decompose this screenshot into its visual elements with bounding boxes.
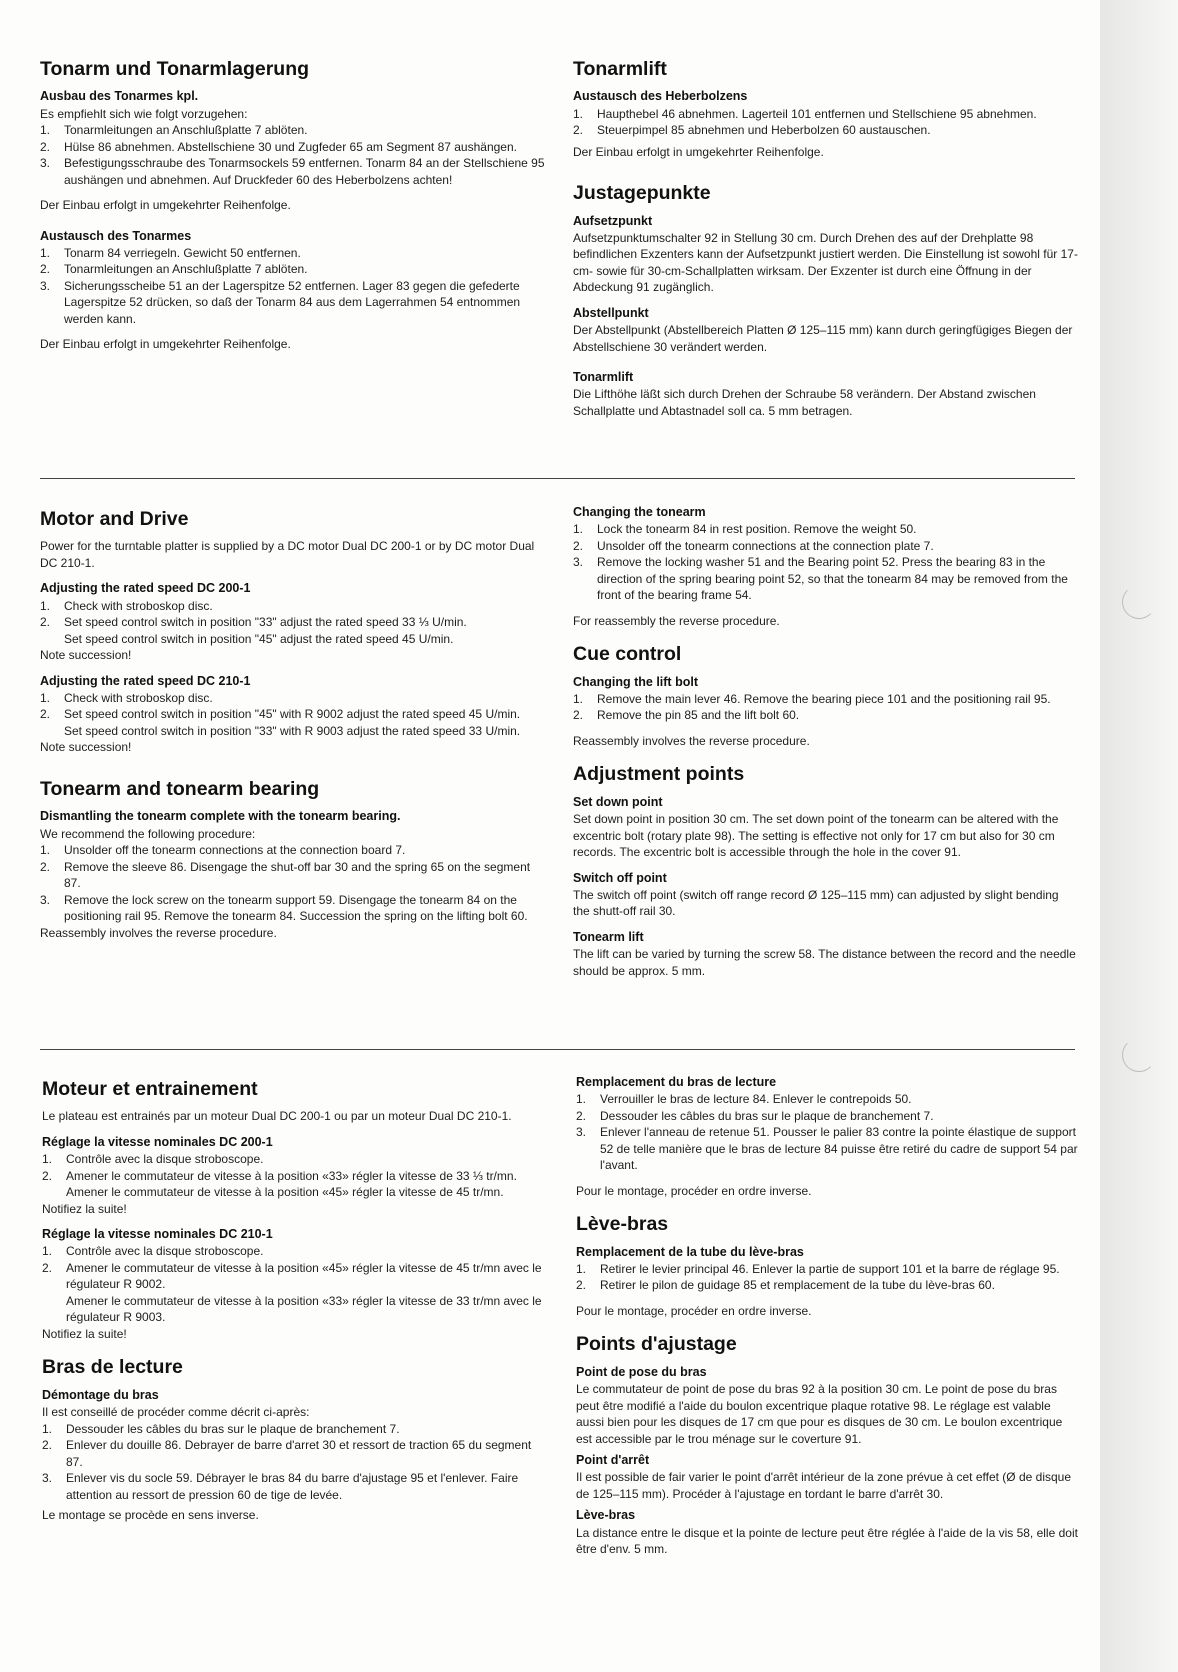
outro-text: Le montage se procède en sens inverse. [42, 1508, 259, 1523]
subsection-heading: Tonearm lift [573, 929, 644, 944]
section-title: Bras de lecture [42, 1356, 183, 1379]
subsection-heading: Changing the lift bolt [573, 674, 698, 689]
list-item: 1. Remove the main lever 46. Remove the bearing piece 101 and the positioning rail 95. [573, 691, 1051, 706]
section-title: Motor and Drive [40, 508, 189, 530]
paragraph: La distance entre le disque et la pointe de lecture peut être réglée à l'aide de la vis 58, elle doit être d'env. 5 mm. [576, 1525, 1078, 1557]
outro-text: Der Einbau erfolgt in umgekehrter Reihenfolge. [40, 198, 291, 213]
list-item: 2. Set speed control switch in position "45" with R 9002 adjust the rated speed 45 U/min. [40, 707, 521, 722]
paragraph: Die Lifthöhe läßt sich durch Drehen der Schraube 58 verändern. Der Abstand zwischen Schallplatte und Abtastnadel soll ca. 5 mm betragen. [573, 387, 1036, 418]
subsection-heading: Changing the tonearm [573, 505, 706, 519]
section-title: Lève-bras [576, 1213, 669, 1236]
list-item: 3. Remove the lock screw on the tonearm support 59. Disengage the tonearm 84 on the positioning rail 95. Remove the tonearm 84. Succession the spring on the lifting bolt 60. [40, 892, 528, 924]
subsection-heading: Austausch des Heberbolzens [573, 89, 748, 104]
intro-text: Power for the turntable platter is supplied by a DC motor Dual DC 200-1 or by DC motor Dual DC 210-1. [40, 539, 535, 570]
subsection-heading: Réglage la vitesse nominales DC 200-1 [42, 1134, 273, 1149]
subsection-heading: Tonarmlift [573, 370, 634, 385]
list-item: 2. Amener le commutateur de vitesse à la position «45» régler la vitesse de 45 tr/mn avec le régulateur R 9002. [42, 1260, 542, 1292]
list-item: 3. Enlever l'anneau de retenue 51. Pousser le palier 83 contre la pointe élastique de support 52 de telle manière que le bras de lecture 84 puisse être retiré du cadre de support 54 par l'avant. [576, 1125, 1078, 1173]
subsection-heading: Démontage du bras [42, 1387, 159, 1402]
list-item: 3. Remove the locking washer 51 and the Bearing point 52. Press the bearing 83 in the direction of the spring bearing point 52, so that the tonearm 84 may be removed from the front of the bearing frame 54. [573, 555, 1068, 603]
subsection-heading: Lève-bras [576, 1508, 636, 1523]
subsection-heading: Point d'arrêt [576, 1453, 650, 1468]
list-item: 1. Lock the tonearm 84 in rest position. Remove the weight 50. [573, 522, 917, 537]
list-item: 1. Retirer le levier principal 46. Enlever la partie de support 101 et la barre de réglage 95. [576, 1261, 1060, 1276]
outro-text: Der Einbau erfolgt in umgekehrter Reihenfolge. [40, 337, 291, 352]
paragraph: The lift can be varied by turning the screw 58. The distance between the record and the needle should be approx. 5 mm. [573, 947, 1076, 978]
step-list [573, 106, 1078, 139]
step-list [40, 598, 545, 631]
paragraph: The switch off point (switch off range record Ø 125–115 mm) can adjusted by slight bending the shutt-off rail 30. [573, 887, 1059, 919]
subsection-heading: Dismantling the tonearm complete with the tonearm bearing. [40, 809, 401, 824]
subsection-heading: Switch off point [573, 870, 667, 885]
section-divider [40, 1049, 1075, 1050]
en-left-column [40, 508, 545, 941]
continuation-text: Set speed control switch in position "45" adjust the rated speed 45 U/min. [64, 631, 454, 646]
subsection-heading: Ausbau des Tonarmes kpl. [40, 89, 199, 104]
note-text: Notifiez la suite! [42, 1326, 127, 1341]
list-item: 2. Remove the sleeve 86. Disengage the shut-off bar 30 and the spring 65 on the segment 87. [40, 859, 531, 891]
section-title: Tonarm und Tonarmlagerung [40, 58, 310, 80]
list-item: 1. Check with stroboskop disc. [40, 598, 213, 613]
list-item: 1. Check with stroboskop disc. [40, 690, 213, 705]
subsection-heading: Réglage la vitesse nominales DC 210-1 [42, 1227, 273, 1242]
list-item: 2. Unsolder off the tonearm connections at the connection plate 7. [573, 538, 934, 553]
continuation-text: Amener le commutateur de vitesse à la position «45» régler la vitesse de 45 tr/mn. [66, 1185, 504, 1200]
list-item: 1. Contrôle avec la disque stroboscope. [42, 1244, 264, 1259]
paragraph: Set down point in position 30 cm. The set down point of the tonearm can be altered with the excentric bolt (rotary plate 98). The setting is effective not only for 17 cm but also for 30 cm records. The excentric bolt is accessible through the hole in the cover 91. [573, 812, 1059, 860]
subsection-heading: Point de pose du bras [576, 1364, 707, 1379]
subsection-heading: Aufsetzpunkt [573, 213, 653, 228]
list-item: 2. Set speed control switch in position "33" adjust the rated speed 33 ⅓ U/min. [40, 615, 467, 630]
note-text: Notifiez la suite! [42, 1201, 127, 1216]
step-list [40, 690, 545, 723]
intro-text: Es empfiehlt sich wie folgt vorzugehen: [40, 106, 248, 121]
subsection-heading: Remplacement de la tube du lève-bras [576, 1244, 804, 1259]
list-item: 1. Dessouder les câbles du bras sur le plaque de branchement 7. [42, 1421, 400, 1436]
subsection-heading: Austausch des Tonarmes [40, 228, 192, 243]
punch-hole-icon [1122, 1038, 1156, 1072]
fr-left-column [42, 1078, 547, 1524]
paragraph: Le commutateur de point de pose du bras 92 à la position 30 cm. Le point de pose du bras peut être modifié a l'aide du boulon excentrique plaque rotative 98. Le réglage est valable aussi bien pour les disques de 17 cm que pour es disques de 30 cm. Le boulon excentrique est accessible par le trou ménage sur le coverture 91. [576, 1382, 1063, 1446]
paragraph: Aufsetzpunktumschalter 92 in Stellung 30 cm. Durch Drehen des auf der Drehplatte 98 befindlichen Exzenters kann der Aufsetzpunkt justiert werden. Die Einstellung ist sowohl für 17-cm- sowie für 30-cm-Schallplatten wirksam. Der Exzenter ist durch eine Öffnung in der Abdeckung 91 zugänglich. [573, 230, 1078, 295]
list-item: 3. Enlever vis du socle 59. Débrayer le bras 84 du barre d'ajustage 95 et l'enlever. Faire attention au ressort de pression 60 de tige de levée. [42, 1471, 519, 1502]
paragraph: Der Abstellpunkt (Abstellbereich Platten Ø 125–115 mm) kann durch geringfügiges Biegen der Abstellschiene 30 verändert werden. [573, 323, 1073, 354]
paragraph: Il est possible de fair varier le point d'arrêt intérieur de la zone prévue à cet effet (Ø de disque de 125–115 mm). Procéder à l'ajustage en tordant le barre d'arrêt 30. [576, 1470, 1072, 1501]
subsection-heading: Remplacement du bras de lecture [576, 1075, 777, 1089]
list-item: 1. Tonarmleitungen an Anschlußplatte 7 ablöten. [40, 123, 308, 138]
section-title: Adjustment points [573, 763, 745, 786]
scan-edge [1100, 0, 1178, 1672]
section-title: Points d'ajustage [576, 1333, 737, 1356]
section-title: Cue control [573, 643, 682, 666]
step-list [576, 1261, 1081, 1294]
continuation-text: Set speed control switch in position "33" with R 9003 adjust the rated speed 33 U/min. [64, 723, 521, 738]
de-right-column [573, 58, 1078, 419]
intro-text: We recommend the following procedure: [40, 826, 256, 841]
section-title: Moteur et entrainement [42, 1078, 258, 1100]
intro-text: Le plateau est entrainés par un moteur Dual DC 200-1 ou par un moteur Dual DC 210-1. [42, 1109, 512, 1124]
list-item: 2. Hülse 86 abnehmen. Abstellschiene 30 und Zugfeder 65 am Segment 87 aushängen. [40, 139, 517, 154]
outro-text: For reassembly the reverse procedure. [573, 613, 780, 628]
step-list [576, 1091, 1081, 1174]
subsection-heading: Adjusting the rated speed DC 200-1 [40, 581, 251, 596]
list-item: 2. Steuerpimpel 85 abnehmen und Heberbolzen 60 austauschen. [573, 123, 931, 138]
list-item: 2. Tonarmleitungen an Anschlußplatte 7 ablöten. [40, 262, 308, 277]
list-item: 1. Tonarm 84 verriegeln. Gewicht 50 entfernen. [40, 245, 301, 260]
list-item: 2. Enlever du douille 86. Debrayer de barre d'arret 30 et ressort de traction 65 du segment 87. [42, 1438, 532, 1469]
section-title: Tonarmlift [573, 58, 667, 80]
step-list [573, 521, 1078, 604]
intro-text: Il est conseillé de procéder comme décrit ci-après: [42, 1405, 310, 1420]
de-left-column [40, 58, 545, 353]
section-title: Justagepunkte [573, 182, 711, 205]
subsection-heading: Abstellpunkt [573, 305, 649, 320]
step-list [42, 1421, 547, 1504]
fr-right-column [576, 1074, 1081, 1558]
section-title: Tonearm and tonearm bearing [40, 777, 320, 800]
list-item: 2. Dessouder les câbles du bras sur le plaque de branchement 7. [576, 1108, 934, 1123]
list-item: 2. Amener le commutateur de vitesse à la position «33» régler la vitesse de 33 ⅓ tr/mn. [42, 1168, 517, 1183]
list-item: 3. Sicherungsscheibe 51 an der Lagerspitze 52 entfernen. Lager 83 gegen die gefederte Lagerspitze 52 drücken, so daß der Tonarm 84 aus dem Lagerrahmen 54 entnommen werden kann. [40, 278, 521, 326]
note-text: Note succession! [40, 740, 132, 755]
step-list [42, 1243, 547, 1293]
outro-text: Der Einbau erfolgt in umgekehrter Reihenfolge. [573, 144, 824, 159]
list-item: 2. Remove the pin 85 and the lift bolt 60. [573, 708, 800, 723]
step-list [42, 1151, 547, 1184]
note-text: Note succession! [40, 648, 132, 663]
step-list [40, 245, 545, 328]
outro-text: Pour le montage, procéder en ordre inverse. [576, 1183, 812, 1198]
outro-text: Pour le montage, procéder en ordre inverse. [576, 1303, 812, 1318]
section-divider [40, 478, 1075, 479]
list-item: 1. Haupthebel 46 abnehmen. Lagerteil 101 entfernen und Stellschiene 95 abnehmen. [573, 106, 1037, 121]
outro-text: Reassembly involves the reverse procedure. [40, 925, 277, 940]
step-list [40, 122, 545, 188]
list-item: 1. Unsolder off the tonearm connections at the connection board 7. [40, 843, 406, 858]
list-item: 1. Contrôle avec la disque stroboscope. [42, 1152, 264, 1167]
continuation-text: Amener le commutateur de vitesse à la position «33» régler la vitesse de 33 tr/mn avec le régulateur R 9003. [66, 1293, 542, 1325]
list-item: 2. Retirer le pilon de guidage 85 et remplacement de la tube du lève-bras 60. [576, 1278, 995, 1293]
subsection-heading: Set down point [573, 794, 663, 809]
list-item: 3. Befestigungsschraube des Tonarmsockels 59 entfernen. Tonarm 84 an der Stellschiene 95 aushängen und abnehmen. Auf Druckfeder 60 des Heberbolzens achten! [40, 156, 545, 187]
punch-hole-icon [1122, 585, 1156, 619]
step-list [573, 691, 1078, 724]
en-right-column [573, 504, 1078, 979]
step-list [40, 842, 545, 925]
list-item: 1. Verrouiller le bras de lecture 84. Enlever le contrepoids 50. [576, 1092, 912, 1107]
outro-text: Reassembly involves the reverse procedure. [573, 733, 810, 748]
subsection-heading: Adjusting the rated speed DC 210-1 [40, 673, 251, 688]
